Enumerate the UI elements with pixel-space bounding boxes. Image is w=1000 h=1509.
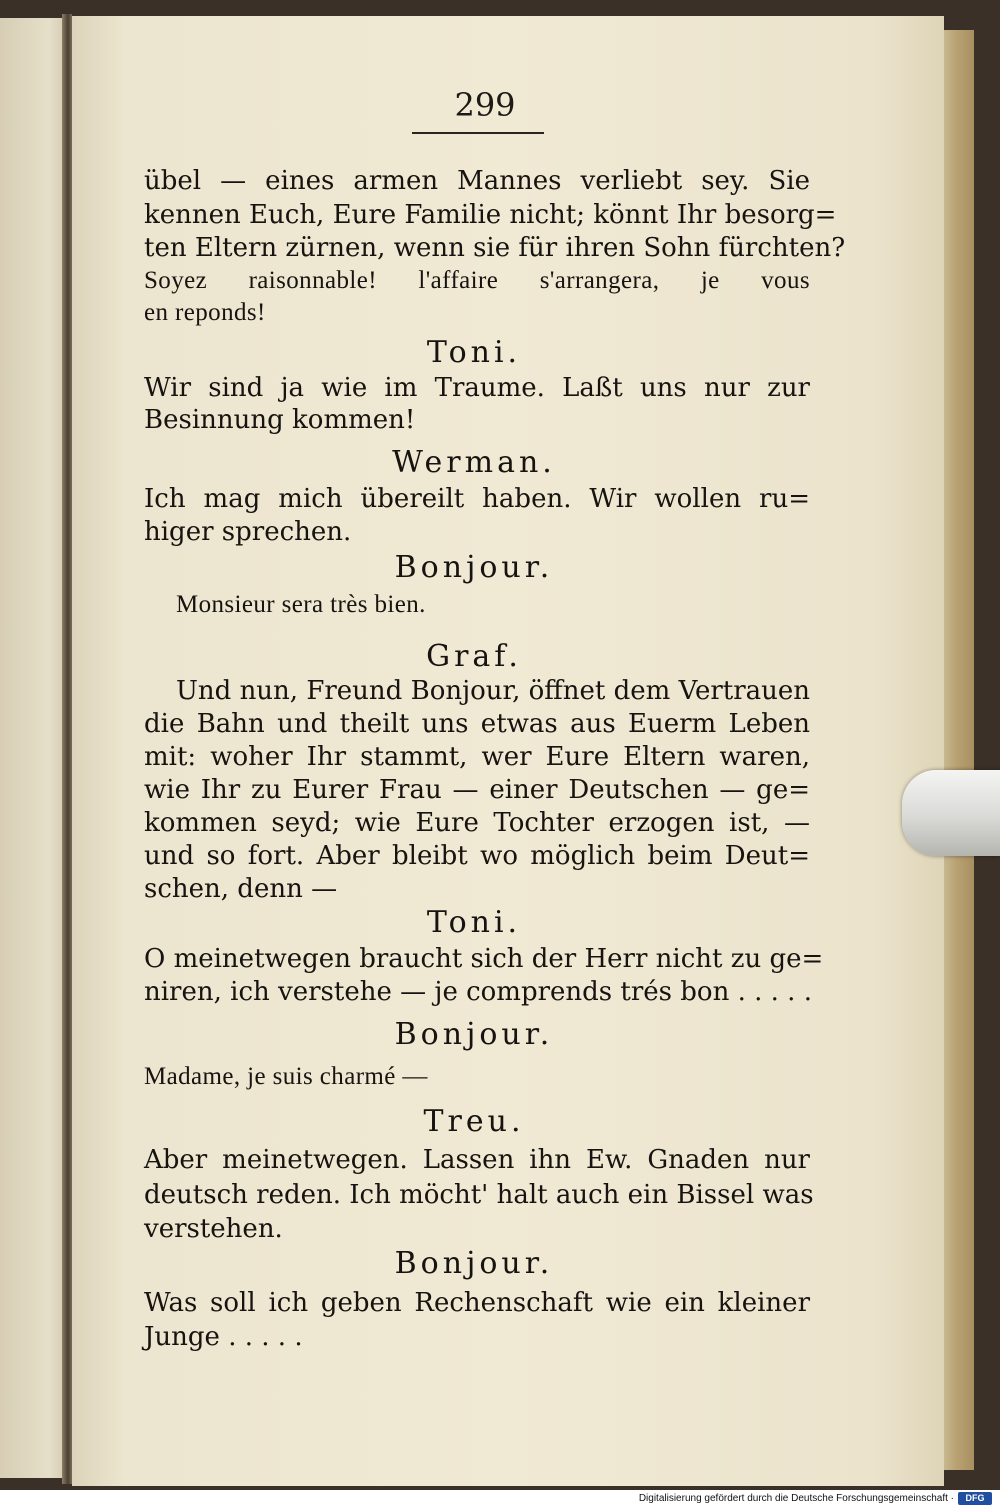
- text-line: ten Eltern zürnen, wenn sie für ihren Sohn fürchten?: [144, 233, 846, 263]
- dfg-logo: DFG: [958, 1492, 992, 1505]
- page-number: 299: [454, 86, 516, 124]
- speaker-name: Werman.: [392, 445, 556, 480]
- text-line: Ich mag mich übereilt haben. Wir wollen ru=: [144, 484, 810, 514]
- text-line: die Bahn und theilt uns etwas aus Euerm Leben: [144, 709, 810, 739]
- funding-credit: Digitalisierung gefördert durch die Deutsche Forschungsgemeinschaft ·: [638, 1493, 954, 1504]
- speaker-name: Graf.: [426, 639, 522, 674]
- text-line: Und nun, Freund Bonjour, öffnet dem Vertrauen: [176, 676, 811, 706]
- text-line: O meinetwegen braucht sich der Herr nicht zu ge=: [144, 944, 824, 974]
- speaker-name: Toni.: [426, 335, 522, 370]
- text-line: mit: woher Ihr stammt, wer Eure Eltern waren,: [144, 742, 810, 772]
- text-line: Monsieur sera très bien.: [176, 591, 426, 618]
- text-line: Wir sind ja wie im Traume. Laßt uns nur zur: [144, 373, 810, 403]
- text-line: übel — eines armen Mannes verliebt sey. Sie: [144, 166, 810, 196]
- text-line: verstehen.: [144, 1214, 283, 1244]
- speaker-name: Bonjour.: [394, 550, 554, 585]
- text-line: kennen Euch, Eure Familie nicht; könnt Ihr besorg=: [144, 200, 837, 230]
- text-line: niren, ich verstehe — je comprends trés bon . . . . .: [144, 977, 812, 1007]
- text-line: Madame, je suis charmé —: [144, 1063, 428, 1090]
- text-line: wie Ihr zu Eurer Frau — einer Deutschen — ge=: [144, 775, 810, 805]
- footer-bar: [0, 1490, 1000, 1509]
- text-line: higer sprechen.: [144, 517, 352, 547]
- speaker-name: Toni.: [426, 905, 522, 940]
- speaker-name: Bonjour.: [394, 1017, 554, 1052]
- text-line: Aber meinetwegen. Lassen ihn Ew. Gnaden nur: [144, 1145, 810, 1175]
- speaker-name: Treu.: [423, 1104, 525, 1139]
- text-line: Soyez raisonnable! l'affaire s'arrangera, je vous: [144, 267, 810, 294]
- text-line: Junge . . . . .: [144, 1322, 303, 1352]
- text-line: Was soll ich geben Rechenschaft wie ein kleiner: [144, 1288, 810, 1318]
- text-line: schen, denn —: [144, 874, 338, 904]
- text-line: en reponds!: [144, 299, 266, 326]
- speaker-name: Bonjour.: [394, 1246, 554, 1281]
- text-line: Besinnung kommen!: [144, 405, 416, 435]
- text-line: kommen seyd; wie Eure Tochter erzogen ist, —: [144, 808, 810, 838]
- text-line: deutsch reden. Ich möcht' halt auch ein Bissel was: [144, 1180, 814, 1210]
- text-line: und so fort. Aber bleibt wo möglich beim Deut=: [144, 841, 810, 871]
